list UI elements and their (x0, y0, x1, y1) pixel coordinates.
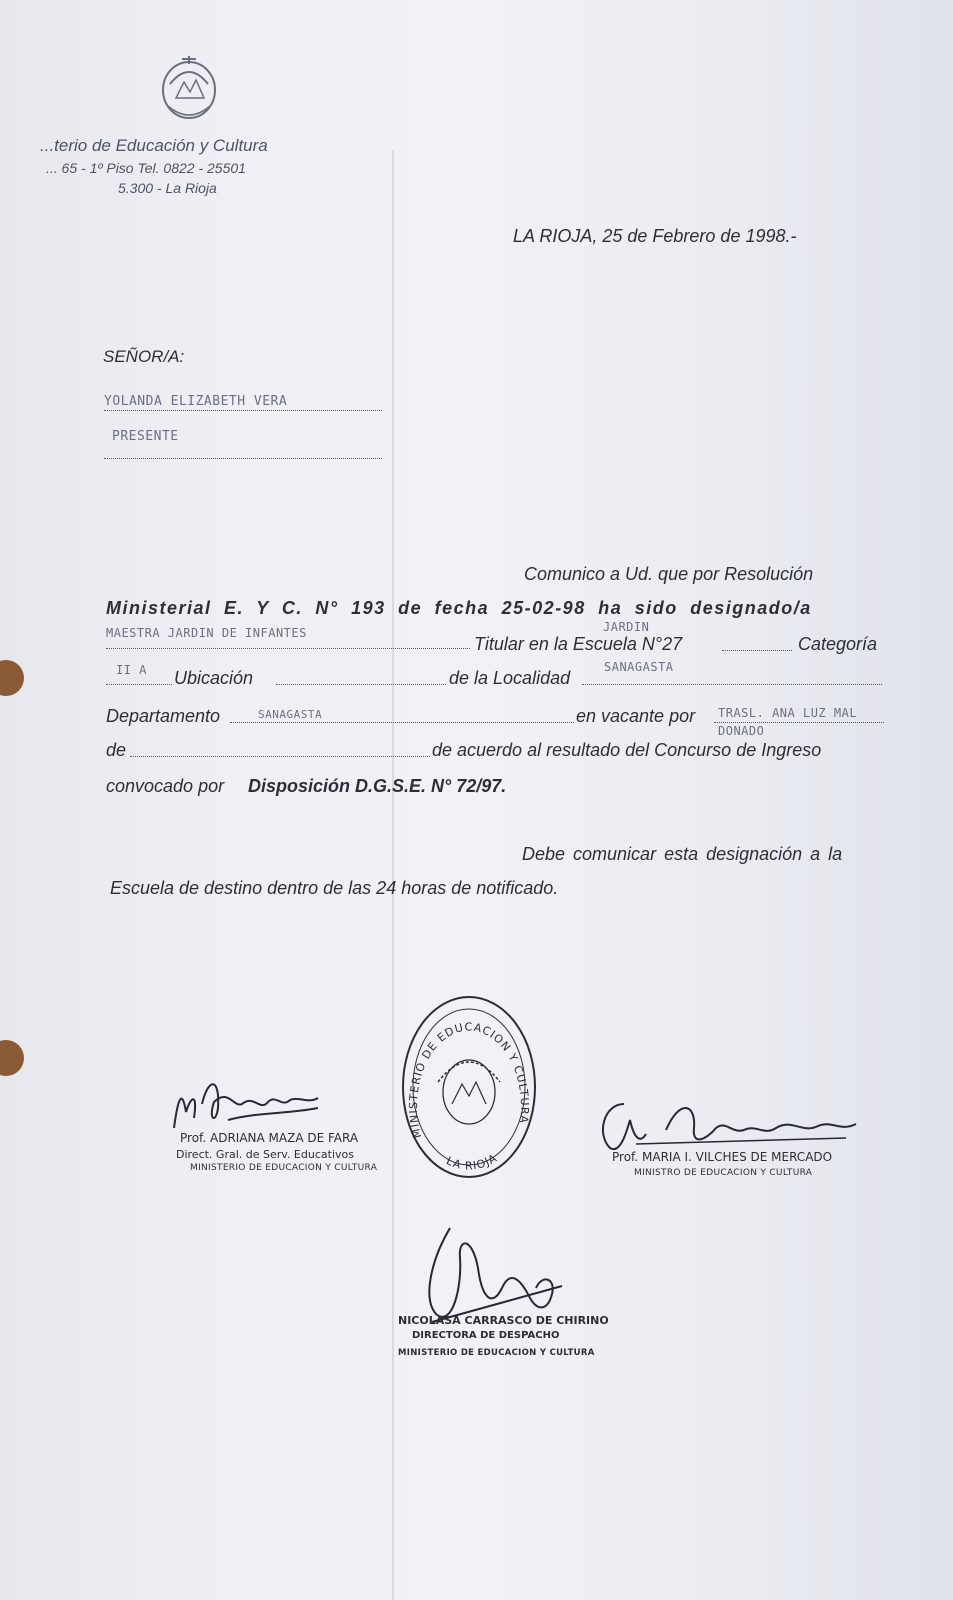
body-convocado: convocado por (106, 776, 225, 796)
recipient-name-line (104, 410, 382, 411)
sig-bottom-org: MINISTERIO DE EDUCACION Y CULTURA (398, 1348, 595, 1358)
body-disposicion: Disposición D.G.S.E. N° 72/97. (248, 776, 507, 796)
coat-of-arms-emblem (156, 50, 222, 122)
letterhead-city: 5.300 - La Rioja (118, 180, 217, 196)
localidad-line (582, 684, 882, 685)
recipient-presente-line (104, 458, 382, 459)
sig-bottom-name: NICOLASA CARRASCO DE CHIRINO (398, 1314, 609, 1327)
seal-top-text: MINISTERIO DE EDUCACION Y CULTURA (406, 1020, 532, 1140)
ministry-seal (398, 992, 540, 1182)
fold-line (392, 150, 394, 1600)
fill-departamento: SANAGASTA (258, 708, 323, 721)
departamento-line (230, 722, 574, 723)
sig-left-name: Prof. ADRIANA MAZA DE FARA (180, 1131, 359, 1145)
escuela-dots (722, 650, 792, 651)
fill-vacante: TRASL. ANA LUZ MAL (718, 706, 858, 720)
body-departamento: Departamento (106, 706, 221, 726)
sig-right-role: MINISTRO DE EDUCACION Y CULTURA (634, 1168, 813, 1178)
body-line-1: Comunico a Ud. que por Resolución (524, 564, 814, 584)
fill-localidad: SANAGASTA (604, 660, 674, 674)
body-line-2: Ministerial E. Y C. N° 193 de fecha 25-02-98 ha sido designado/a (106, 598, 812, 618)
body-de: de (106, 740, 127, 760)
body-line-9: Escuela de destino dentro de las 24 horas de notificado. (110, 878, 559, 898)
sig-right-name: Prof. MARIA I. VILCHES DE MERCADO (612, 1150, 833, 1164)
recipient-presente: PRESENTE (112, 429, 179, 444)
letterhead-ministry: ...terio de Educación y Cultura (40, 136, 268, 155)
body-localidad: de la Localidad (449, 668, 571, 688)
body-ubicacion: Ubicación (174, 668, 254, 688)
letterhead-address: ... 65 - 1º Piso Tel. 0822 - 25501 (46, 160, 246, 176)
sig-bottom-role: DIRECTORA DE DESPACHO (412, 1330, 560, 1341)
signature-left (168, 1068, 338, 1136)
de-line (130, 756, 430, 757)
signature-right (596, 1094, 866, 1156)
body-titular: Titular en la Escuela N°27 (474, 634, 683, 654)
salutation: SEÑOR/A: (103, 347, 185, 366)
punch-hole-upper (0, 660, 24, 696)
fill-vacante-cont: DONADO (718, 724, 765, 738)
body-categoria: Categoría (798, 634, 878, 654)
punch-hole-lower (0, 1040, 24, 1076)
cargo-line (106, 648, 470, 649)
recipient-name: YOLANDA ELIZABETH VERA (104, 394, 288, 409)
svg-text:LA RIOJA (444, 1151, 499, 1172)
seal-bottom-text: LA RIOJA (444, 1151, 500, 1173)
sig-left-role: Direct. Gral. de Serv. Educativos (176, 1148, 354, 1161)
sig-left-org: MINISTERIO DE EDUCACION Y CULTURA (190, 1163, 378, 1173)
vacante-line (714, 722, 884, 723)
body-acuerdo: de acuerdo al resultado del Concurso de Ingreso (432, 740, 822, 760)
date-line: LA RIOJA, 25 de Febrero de 1998.- (513, 226, 797, 246)
body-vacante: en vacante por (576, 706, 696, 726)
categoria-line (106, 684, 172, 685)
fill-cargo: MAESTRA JARDIN DE INFANTES (106, 626, 307, 640)
ubicacion-line (276, 684, 446, 685)
fill-jardin: JARDIN (603, 620, 650, 634)
body-line-8: Debe comunicar esta designación a la (522, 844, 843, 864)
fill-categoria: II A (116, 663, 147, 677)
